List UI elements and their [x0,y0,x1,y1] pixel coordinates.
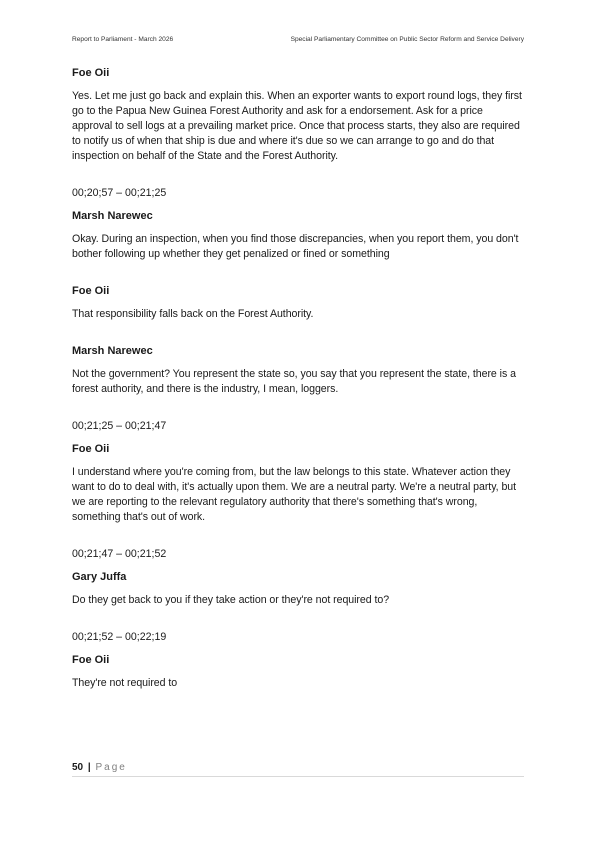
page-footer [72,762,524,777]
speaker-statement: Yes. Let me just go back and explain this. When an exporter wants to export round logs, they first go to the Papua New Guinea Forest Authority and ask for a endorsement. Ask for a price approval to sell logs at a prevailing market price. Once that process starts, they also are required to notify us of when that ship is due and where it's due so we can arrange to go and do that inspection on behalf of the State and the Forest Authority. [72,90,522,162]
page-label: Page [95,762,127,773]
transcript-body [72,66,524,691]
page-number: 50 [72,762,84,773]
speaker-name: Foe Oii [72,285,110,297]
header-report-title: Report to Parliament - March 2026 [72,36,174,43]
timestamp: 00;20;57 – 00;21;25 [72,187,167,199]
speaker-name: Gary Juffa [72,571,127,583]
speaker-statement: Okay. During an inspection, when you find those discrepancies, when you report them, you don't bother following up whether they get penalized or fined or something [72,233,519,260]
speaker-statement: I understand where you're coming from, but the law belongs to this state. Whatever action they want to do to deal with, it's actually upon them. We are a neutral party. We're a neutral party, but we are reporting to the relevant regulatory authority that there's something that's wrong, something that's out of work. [72,466,517,523]
speaker-name: Foe Oii [72,654,110,666]
speaker-statement: Do they get back to you if they take action or they're not required to? [72,594,390,606]
speaker-statement: Not the government? You represent the state so, you say that you represent the state, there is a forest authority, and there is the industry, I mean, loggers. [72,368,516,395]
speaker-name: Marsh Narewec [72,210,153,222]
timestamp: 00;21;25 – 00;21;47 [72,420,167,432]
page-header [72,36,524,48]
header-committee-name: Special Parliamentary Committee on Public Sector Reform and Service Delivery [290,36,524,43]
speaker-statement: That responsibility falls back on the Forest Authority. [72,308,314,320]
speaker-name: Marsh Narewec [72,345,153,357]
speaker-statement: They're not required to [72,677,178,689]
speaker-name: Foe Oii [72,443,110,455]
timestamp: 00;21;47 – 00;21;52 [72,548,167,560]
footer-separator: | [87,762,91,773]
timestamp: 00;21;52 – 00;22;19 [72,631,167,643]
speaker-name: Foe Oii [72,67,110,79]
